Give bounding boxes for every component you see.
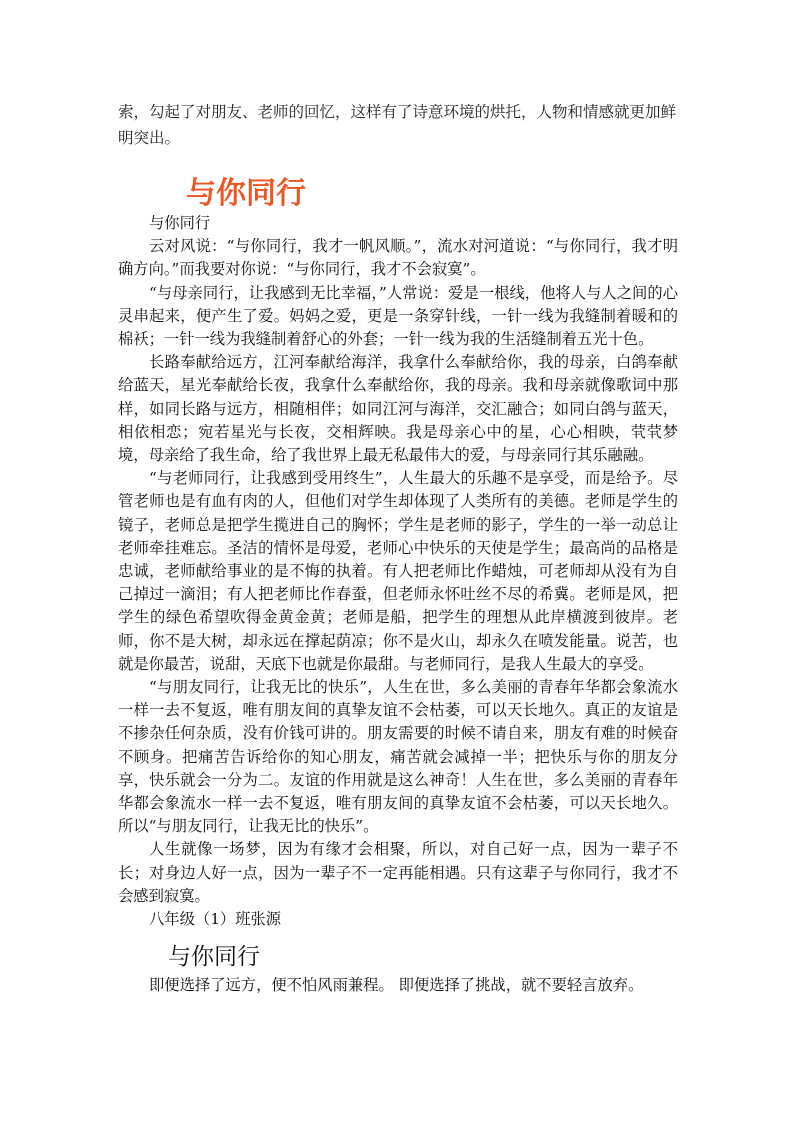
essay-author: 八年级（1）班张源 xyxy=(149,910,282,929)
essay-body xyxy=(118,212,678,931)
essay-paragraph: 云对风说：“与你同行，我才一帆风顺。”，流水对河道说：“与你同行，我才明确方向。”而我要对你说：“与你同行，我才不会寂寞”。 xyxy=(118,237,678,279)
essay-paragraph: “与母亲同行，让我感到无比幸福，”人常说：爱是一根线，他将人与人之间的心灵串起来，便产生了爱。妈妈之爱，更是一条穿针线，一针一线为我缝制着暖和的棉袄；一针一线为我缝制着舒心的外套；一针一线为我的生活缝制着五光十色。 xyxy=(118,283,678,349)
intro-paragraph: 索，勾起了对朋友、老师的回忆，这样有了诗意环境的烘托，人物和情感就更加鲜明突出。 xyxy=(118,103,677,147)
second-essay-title: 与你同行 xyxy=(168,944,260,970)
essay-paragraph: 人生就像一场梦，因为有缘才会相聚，所以，对自己好一点，因为一辈子不长；对身边人好一点，因为一辈子不一定再能相遇。只有这辈子与你同行，我才不会感到寂寞。 xyxy=(118,840,678,905)
essay-title: 与你同行 xyxy=(186,176,306,211)
essay-paragraph: “与老师同行，让我感到受用终生”，人生最大的乐趣不是享受，而是给予。尽管老师也是有血有肉的人，但他们对学生却体现了人类所有的美德。老师是学生的镜子，老师总是把学生揽进自己的胸怀；学生是老师的影子，学生的一举一动总让老师牵挂难忘。圣洁的情怀是母爱，老师心中快乐的天使是学生；最高尚的品格是忠诚，老师献给事业的是不悔的执着。有人把老师比作蜡烛，可老师却从没有为自己掉过一滴泪；有人把老师比作春蚕，但老师永怀吐丝不尽的希冀。老师是风，把学生的绿色希望吹得金黄金黄；老师是船，把学生的理想从此岸横渡到彼岸。老师，你不是大树，却永远在撑起荫凉；你不是火山，却永久在喷发能量。说苦，也就是你最苦，说甜，天底下也就是你最甜。与老师同行，是我人生最大的享受。 xyxy=(118,469,678,673)
second-essay-first-line: 即便选择了远方，便不怕风雨兼程。 即便选择了挑战，就不要轻言放弃。 xyxy=(149,976,644,994)
essay-paragraph: 长路奉献给远方，江河奉献给海洋，我拿什么奉献给你，我的母亲，白鸽奉献给蓝天，星光奉献给长夜，我拿什么奉献给你，我的母亲。我和母亲就像歌词中那样，如同长路与远方，相随相伴；如同江河与海洋，交汇融合；如同白鸽与蓝天，相依相恋；宛若星光与长夜，交相辉映。我是母亲心中的星，心心相映，茕茕梦境，母亲给了我生命，给了我世界上最无私最伟大的爱，与母亲同行其乐融融。 xyxy=(118,353,678,465)
essay-paragraph: “与朋友同行，让我无比的快乐”，人生在世，多么美丽的青春年华都会象流水一样一去不复返，唯有朋友间的真挚友谊不会枯萎，可以天长地久。真正的友谊是不掺杂任何杂质，没有价钱可讲的。朋友需要的时候不请自来，朋友有难的时候奋不顾身。把痛苦告诉给你的知心朋友，痛苦就会减掉一半；把快乐与你的朋友分享，快乐就会一分为二。友谊的作用就是这么神奇！人生在世，多么美丽的青春年华都会象流水一样一去不复返，唯有朋友间的真挚友谊不会枯萎，可以天长地久。所以“与朋友同行，让我无比的快乐”。 xyxy=(118,678,678,836)
essay-subtitle: 与你同行 xyxy=(149,214,211,232)
